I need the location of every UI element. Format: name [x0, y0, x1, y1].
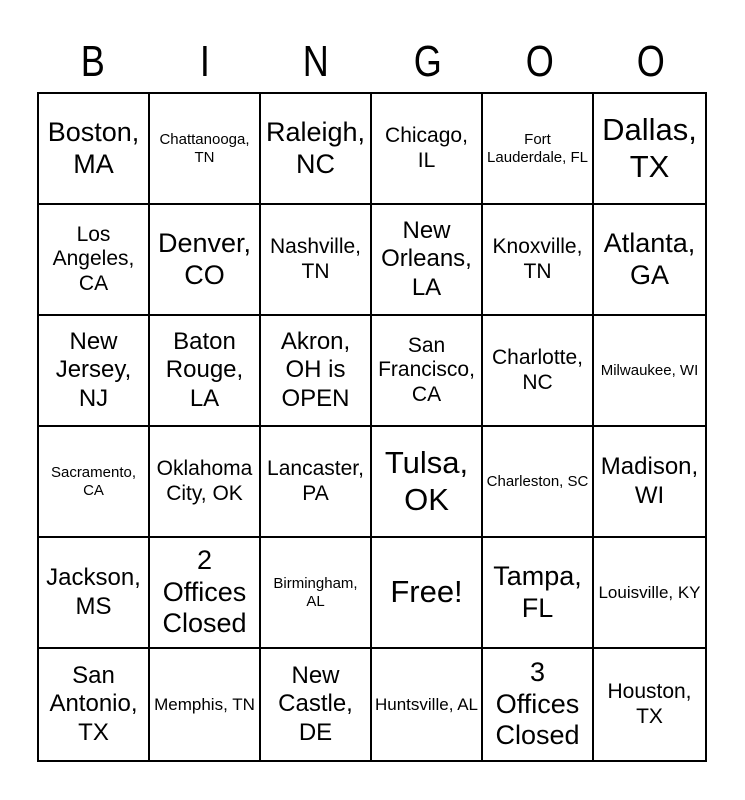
bingo-cell-jackson-ms[interactable]: Jackson, MS [39, 538, 150, 649]
bingo-cell-new-jersey-nj[interactable]: New Jersey, NJ [39, 316, 150, 427]
bingo-cell-milwaukee-wi[interactable]: Milwaukee, WI [594, 316, 705, 427]
bingo-cell-tulsa-ok[interactable]: Tulsa, OK [372, 427, 483, 538]
bingo-cell-chicago-il[interactable]: Chicago, IL [372, 94, 483, 205]
bingo-cell-three-offices-closed[interactable]: 3 Offices Closed [483, 649, 594, 760]
bingo-cell-two-offices-closed[interactable]: 2 Offices Closed [150, 538, 261, 649]
bingo-cell-chattanooga-tn[interactable]: Chattanooga, TN [150, 94, 261, 205]
bingo-cell-lancaster-pa[interactable]: Lancaster, PA [261, 427, 372, 538]
bingo-cell-birmingham-al[interactable]: Birmingham, AL [261, 538, 372, 649]
bingo-cell-tampa-fl[interactable]: Tampa, FL [483, 538, 594, 649]
free-cell[interactable]: Free! [372, 538, 483, 649]
bingo-cell-houston-tx[interactable]: Houston, TX [607, 679, 692, 728]
bingo-cell-akron-oh-open[interactable]: Akron, OH is OPEN [261, 316, 372, 427]
bingo-cell-fort-lauderdale-fl[interactable]: Fort Lauderdale, FL [483, 94, 594, 205]
header-letter-i: I [199, 37, 210, 86]
bingo-cell-memphis-tn[interactable]: Memphis, TN [150, 649, 261, 760]
bingo-cell-nashville-tn[interactable]: Nashville, TN [261, 205, 372, 316]
bingo-cell-raleigh-nc[interactable]: Raleigh, NC [261, 94, 372, 205]
header-letter-g: G [413, 37, 442, 86]
bingo-cell-boston-ma[interactable]: Boston, MA [39, 94, 150, 205]
header-letter-n: N [303, 37, 330, 86]
bingo-cell-new-orleans-la[interactable]: New Orleans, LA [372, 205, 483, 316]
bingo-cell-huntsville-al[interactable]: Huntsville, AL [372, 649, 483, 760]
bingo-cell-charleston-sc[interactable]: Charleston, SC [483, 427, 594, 538]
bingo-cell-madison-wi[interactable]: Madison, WI [594, 427, 705, 538]
bingo-cell-dallas-tx[interactable]: Dallas, TX [594, 94, 705, 205]
header-letter-o2: O [637, 37, 666, 86]
header-letter-o1: O [525, 37, 554, 86]
bingo-cell-charlotte-nc[interactable]: Charlotte, NC [483, 316, 594, 427]
bingo-header [37, 24, 707, 88]
bingo-cell-knoxville-tn[interactable]: Knoxville, TN [483, 205, 594, 316]
bingo-cell-oklahoma-city-ok[interactable]: Oklahoma City, OK [150, 427, 261, 538]
bingo-cell-sacramento-ca[interactable]: Sacramento, CA [39, 427, 150, 538]
bingo-cell-los-angeles-ca[interactable]: Los Angeles, CA [39, 205, 150, 316]
bingo-cell-baton-rouge-la[interactable]: Baton Rouge, LA [150, 316, 261, 427]
bingo-grid [37, 92, 707, 762]
header-letter-b: B [80, 37, 105, 86]
bingo-cell-new-castle-de[interactable]: New Castle, DE [261, 649, 372, 760]
bingo-cell-san-francisco-ca[interactable]: San Francisco, CA [372, 316, 483, 427]
bingo-cell-denver-co[interactable]: Denver, CO [150, 205, 261, 316]
bingo-cell-san-antonio-tx[interactable]: San Antonio, TX [39, 649, 150, 760]
bingo-cell-atlanta-ga[interactable]: Atlanta, GA [594, 205, 705, 316]
bingo-cell-louisville-ky[interactable]: Louisville, KY [594, 538, 705, 649]
